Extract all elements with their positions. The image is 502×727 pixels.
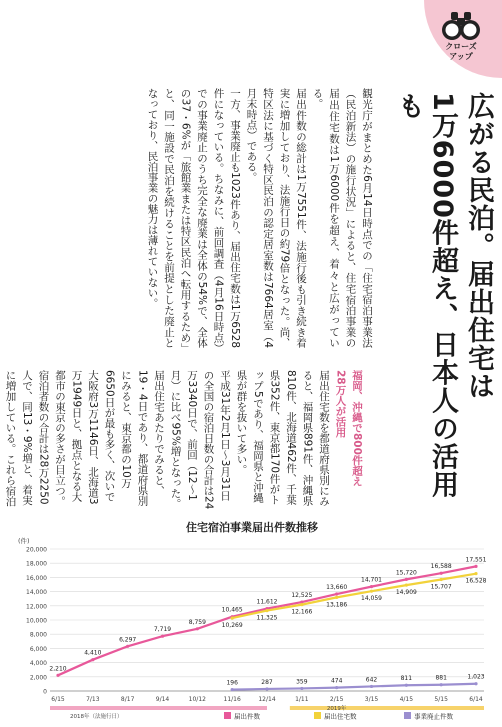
data-label: 881 [435,674,447,682]
data-point [440,683,443,686]
data-label: 16,528 [465,577,487,585]
data-point [231,688,234,691]
subheading-1: 福岡、沖縄で800件超え [351,370,363,487]
data-point [474,682,477,685]
data-point [370,585,373,588]
legend-swatch [314,712,321,719]
article-paragraph: 届出件数の総計は1万7551件、法施行後も引き続き着実に増加しており、法施行日の約79倍となった。尚、特区法に基づく特区民泊の認定居室数は7664居室（4月末時点）である。 [245,88,307,348]
data-label: 6,297 [119,636,137,644]
article-paragraph: 平成31年2月1日〜3月31日の全国の宿泊日数の合計は24万3340日で、前回（12〜1月）に比べ95%増となった。届出住宅あたりでみると、19・4日であり、都道府県別にみると、東京都の10万6650日が最も多く、次いで大阪府3万1146日、北海道3万1949日と、拠点となる大都市の東京の多さが目立つ。 [54,370,231,510]
data-point [474,565,477,568]
data-point [231,616,234,619]
x-tick-label: 4/15 [399,696,414,703]
line-chart [12,515,496,723]
series-line-2 [232,574,476,618]
data-label: 8,759 [188,618,206,626]
year-label-2018: 2018年（法施行日） [70,714,123,720]
data-label: 1,023 [467,673,485,681]
x-tick-label: 5/15 [434,696,448,703]
headline-line-1: 広がる民泊。届出住宅は [463,92,494,400]
year-label-2019: 2019年 [326,706,347,712]
data-label: 15,720 [395,569,417,577]
legend-swatch [224,712,231,719]
data-point [370,590,373,593]
data-point [265,687,268,690]
x-tick-label: 10/12 [188,696,206,703]
x-tick-label: 3/15 [364,696,379,703]
data-label: 13,660 [326,584,348,592]
legend-label: 事業廃止件数 [414,712,453,721]
x-tick-label: 2/15 [329,696,344,703]
y-tick-label: 8,000 [29,631,47,639]
y-tick-label: 16,000 [26,574,47,582]
data-label: 474 [330,677,343,685]
headline-line-2: 1万6000件超え、日本人の活用も [393,92,458,499]
article-block-1 [20,88,375,348]
y-tick-label: 14,000 [26,589,47,597]
y-tick-label: 18,000 [26,560,47,568]
chart-container [12,515,496,723]
data-point [370,685,373,688]
x-tick-label: 12/14 [258,696,276,703]
badge-label-2: アップ [449,52,473,61]
data-label: 2,210 [49,665,67,673]
y-tick-label: 10,000 [26,617,47,625]
data-point [300,687,303,690]
data-label: 16,588 [430,563,452,571]
data-label: 359 [296,678,308,686]
data-point [405,584,408,587]
data-point [265,609,268,612]
data-point [440,572,443,575]
y-tick-label: 2,000 [29,674,47,682]
x-tick-label: 6/14 [469,696,483,703]
headline [385,92,495,512]
data-label: 12,166 [291,608,313,616]
data-label: 14,909 [395,589,417,597]
data-label: 10,465 [221,606,243,614]
binoculars-icon [441,10,481,42]
y-tick-label: 12,000 [26,603,47,611]
data-point [405,684,408,687]
data-label: 11,612 [256,598,278,606]
chart-title: 住宅宿泊事業届出件数推移 [186,521,318,534]
data-label: 7,719 [153,626,172,634]
article-paragraph: 宿泊者数の合計は28万2250人で、同13・9%増と、着実に増加している。これら宿泊 [4,370,50,507]
data-label: 14,701 [361,576,382,584]
article-paragraph: 一方、事業廃止も1023件あり、届出住宅数は1万6528件になっている。ちなみに、前回調査（4月16日時点）での事業廃止のうち完全な廃業は全体の54%で、全体の37・6%が「旅館業または特区民泊へ転用するため」と、同一施設で民泊を続けることを前提とした廃止となっており、民泊事業の魅力は薄れていない。 [146,88,241,348]
x-tick-label: 1/11 [295,696,309,703]
article-block-2 [4,370,365,510]
badge-label-1: クローズ [445,42,477,51]
y-unit-label: (件) [18,537,30,545]
x-tick-label: 11/16 [223,696,241,703]
data-point [161,635,164,638]
data-label: 4,410 [84,649,102,657]
data-point [56,674,59,677]
data-label: 287 [261,678,273,686]
data-label: 12,525 [291,592,313,600]
data-point [405,578,408,581]
data-label: 15,707 [430,583,452,591]
data-point [300,603,303,606]
legend-swatch [404,712,411,719]
legend-label: 届出住宅数 [324,712,357,721]
data-label: 642 [365,676,378,684]
article-paragraph: 届出住宅数を都道府県別にみると、福岡県891件、沖縄県810件、北海道462件、千葉県352件、東京都170件がトップ5であり、福岡県と沖縄県が群を抜いて多い。 [235,370,330,507]
close-up-badge [424,10,498,62]
y-tick-label: 6,000 [29,645,47,653]
data-point [126,645,129,648]
y-tick-label: 0 [43,688,47,696]
data-label: 13,186 [326,601,348,609]
data-label: 11,325 [256,614,278,622]
data-label: 17,551 [465,556,487,564]
x-tick-label: 9/14 [155,696,170,703]
data-label: 10,269 [221,622,243,630]
data-point [335,592,338,595]
subheading-2: 28万人が活用 [334,370,347,438]
legend-label: 届出件数 [234,712,260,721]
data-point [91,658,94,661]
x-tick-label: 6/15 [51,696,65,703]
x-tick-label: 8/17 [120,696,135,703]
data-point [474,572,477,575]
data-label: 811 [400,675,413,683]
x-tick-label: 7/13 [86,696,100,703]
data-point [440,578,443,581]
data-label: 196 [226,679,238,687]
data-label: 14,059 [361,595,382,603]
data-point [335,686,338,689]
data-point [335,596,338,599]
data-point [196,627,199,630]
y-tick-label: 4,000 [29,660,47,668]
article-paragraph: 観光庁がまとめた6月14日時点での「住宅宿泊事業法（民泊新法）の施行状況」によると、住宅宿泊事業の届出住宅数は1万6000件を超え、着々と広がっている。 [311,88,373,348]
y-tick-label: 20,000 [26,546,47,554]
